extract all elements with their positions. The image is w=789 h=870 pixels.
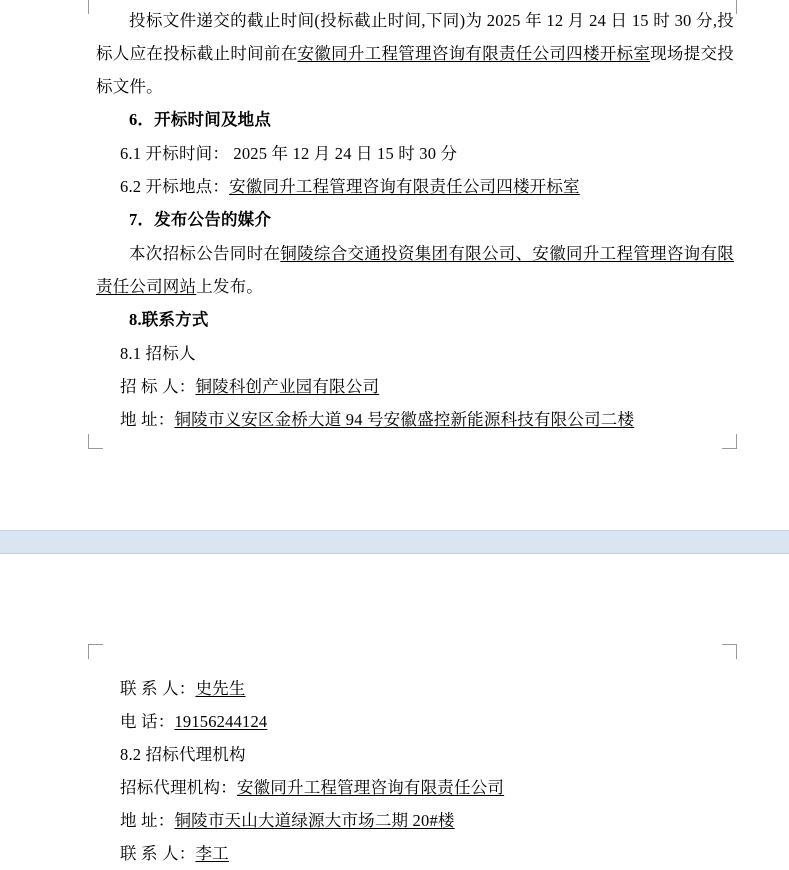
agency-name-line xyxy=(96,771,734,804)
tenderee-phone-line xyxy=(96,705,734,738)
tenderee-name-line xyxy=(96,370,734,403)
crop-mark-bottom-right xyxy=(722,434,737,449)
text-run-underlined: 安徽同升工程管理咨询有限责任公司 xyxy=(236,778,505,797)
tenderee-subheading xyxy=(96,337,734,370)
text-run: 地 址： xyxy=(120,410,175,429)
text-run: 招标代理机构： xyxy=(120,778,237,797)
heading-7-media: 7．发布公告的媒介 xyxy=(129,210,272,229)
text-run: 联 系 人： xyxy=(120,844,196,863)
page-separator xyxy=(0,530,789,554)
text-run: 电 话： xyxy=(120,712,175,731)
text-run: 地 址： xyxy=(120,811,175,830)
tenderee-contact-person-line xyxy=(96,672,734,705)
document-page-2 xyxy=(0,554,789,863)
text-run-underlined: 19156244124 xyxy=(174,712,268,731)
bid-opening-place-line xyxy=(96,170,734,203)
agency-address-line xyxy=(96,804,734,837)
text-run-underlined: 铜陵科创产业园有限公司 xyxy=(195,377,380,396)
heading-8-contact: 8.联系方式 xyxy=(129,310,209,329)
heading-6-bid-opening: 6．开标时间及地点 xyxy=(129,110,272,129)
text-run-underlined: 铜陵综合交通投资集团有限公司、安徽同升工程管理咨询有限责任公司网站 xyxy=(96,244,734,296)
text-run: 8.2 招标代理机构 xyxy=(120,745,246,764)
bid-opening-time-line xyxy=(96,137,734,170)
bid-submission-deadline-paragraph xyxy=(96,4,734,103)
text-run-underlined: 史先生 xyxy=(195,679,246,698)
text-run: 6.1 开标时间： 2025 年 12 月 24 日 15 时 30 分 xyxy=(120,144,458,163)
page-2-top-margin xyxy=(0,554,789,672)
text-run: 联 系 人： xyxy=(120,679,196,698)
text-run-underlined: 铜陵市义安区金桥大道 94 号安徽盛控新能源科技有限公司二楼 xyxy=(174,410,635,429)
agency-contact-person-line xyxy=(96,837,734,870)
text-run: 上发布。 xyxy=(196,277,264,296)
tenderee-address-line xyxy=(96,403,734,436)
text-run: 投标文件递交的截止时间(投标截止时间,下同)为 2025 年 12 月 24 日 15 时 30 分,投标人应在投标截止时间前在 xyxy=(96,11,734,63)
text-run: 现场提交投标文件。 xyxy=(96,44,734,96)
text-run-underlined: 安徽同升工程管理咨询有限责任公司四楼开标室 xyxy=(229,177,580,196)
text-run-underlined: 安徽同升工程管理咨询有限责任公司四楼开标室 xyxy=(297,44,651,63)
text-run: 招 标 人： xyxy=(120,377,196,396)
text-run: 8.1 招标人 xyxy=(120,344,196,363)
text-run-underlined: 李工 xyxy=(195,844,229,863)
text-run: 6.2 开标地点： xyxy=(120,177,230,196)
announcement-media-paragraph xyxy=(96,237,734,303)
text-run: 本次招标公告同时在 xyxy=(129,244,281,263)
crop-mark-bottom-left xyxy=(88,434,103,449)
agency-subheading xyxy=(96,738,734,771)
text-run-underlined: 铜陵市天山大道绿源大市场二期 20#楼 xyxy=(174,811,455,830)
page-gap xyxy=(0,520,789,530)
page-2-content xyxy=(0,672,789,870)
